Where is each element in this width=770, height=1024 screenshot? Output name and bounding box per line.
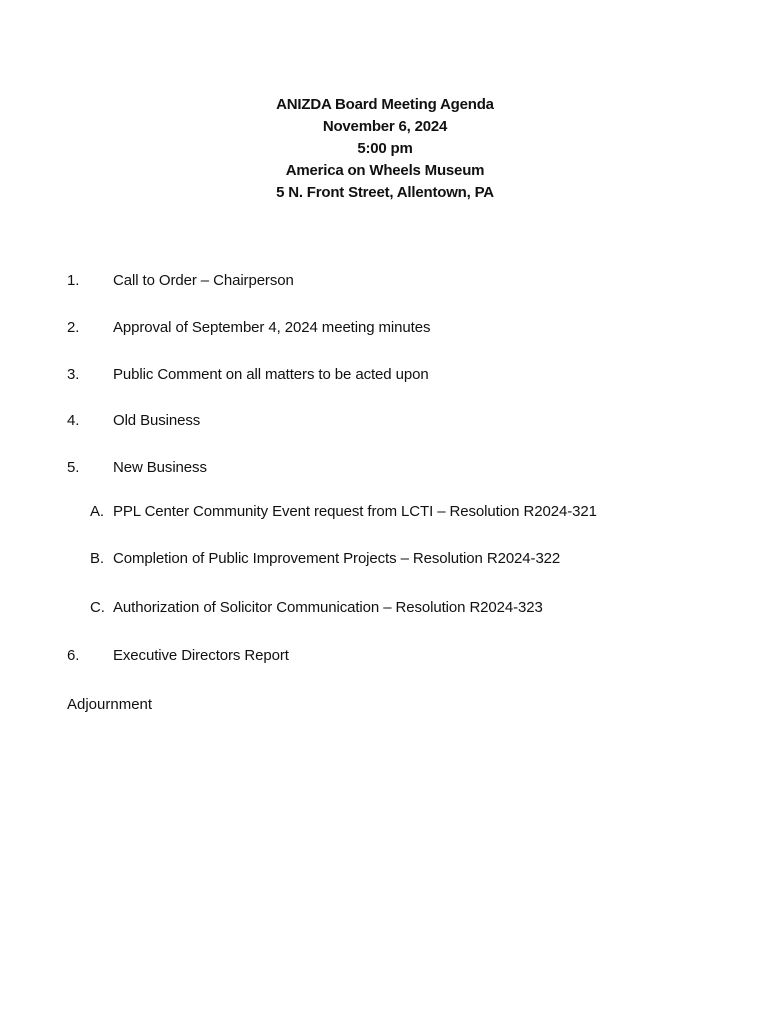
meeting-date: November 6, 2024	[322, 118, 448, 135]
new-business-item-c	[90, 598, 543, 618]
agenda-item-text: Executive Directors Report	[113, 647, 289, 664]
sub-item-text: Completion of Public Improvement Projects – Resolution R2024-322	[113, 550, 561, 567]
agenda-item-text: Call to Order – Chairperson	[113, 272, 294, 289]
agenda-item-3	[67, 365, 429, 385]
agenda-item-5	[67, 458, 207, 478]
meeting-time: 5:00 pm	[357, 140, 413, 157]
agenda-header	[0, 94, 770, 204]
agenda-item-number: 4.	[67, 412, 80, 429]
agenda-item-4	[67, 411, 200, 431]
agenda-title: ANIZDA Board Meeting Agenda	[276, 96, 494, 113]
agenda-item-number: 2.	[67, 319, 80, 336]
agenda-item-text: Old Business	[113, 412, 201, 429]
new-business-item-b	[90, 549, 560, 569]
sub-item-letter: B.	[90, 550, 104, 567]
agenda-item-2	[67, 318, 430, 338]
meeting-venue: America on Wheels Museum	[285, 162, 485, 179]
agenda-item-text: Public Comment on all matters to be acted upon	[113, 366, 429, 383]
sub-item-letter: A.	[90, 503, 104, 520]
agenda-item-number: 5.	[67, 459, 80, 476]
meeting-address: 5 N. Front Street, Allentown, PA	[276, 184, 494, 201]
agenda-item-number: 6.	[67, 647, 80, 664]
agenda-item-6	[67, 646, 289, 666]
agenda-item-number: 1.	[67, 272, 80, 289]
adjournment: Adjournment	[67, 696, 153, 713]
sub-item-text: Authorization of Solicitor Communication – Resolution R2024-323	[113, 599, 543, 616]
agenda-item-text: Approval of September 4, 2024 meeting minutes	[113, 319, 431, 336]
sub-item-text: PPL Center Community Event request from LCTI – Resolution R2024-321	[113, 503, 597, 520]
sub-item-letter: C.	[90, 599, 105, 616]
agenda-item-number: 3.	[67, 366, 80, 383]
new-business-item-a	[90, 502, 597, 522]
agenda-item-text: New Business	[113, 459, 207, 476]
agenda-item-1	[67, 271, 294, 291]
